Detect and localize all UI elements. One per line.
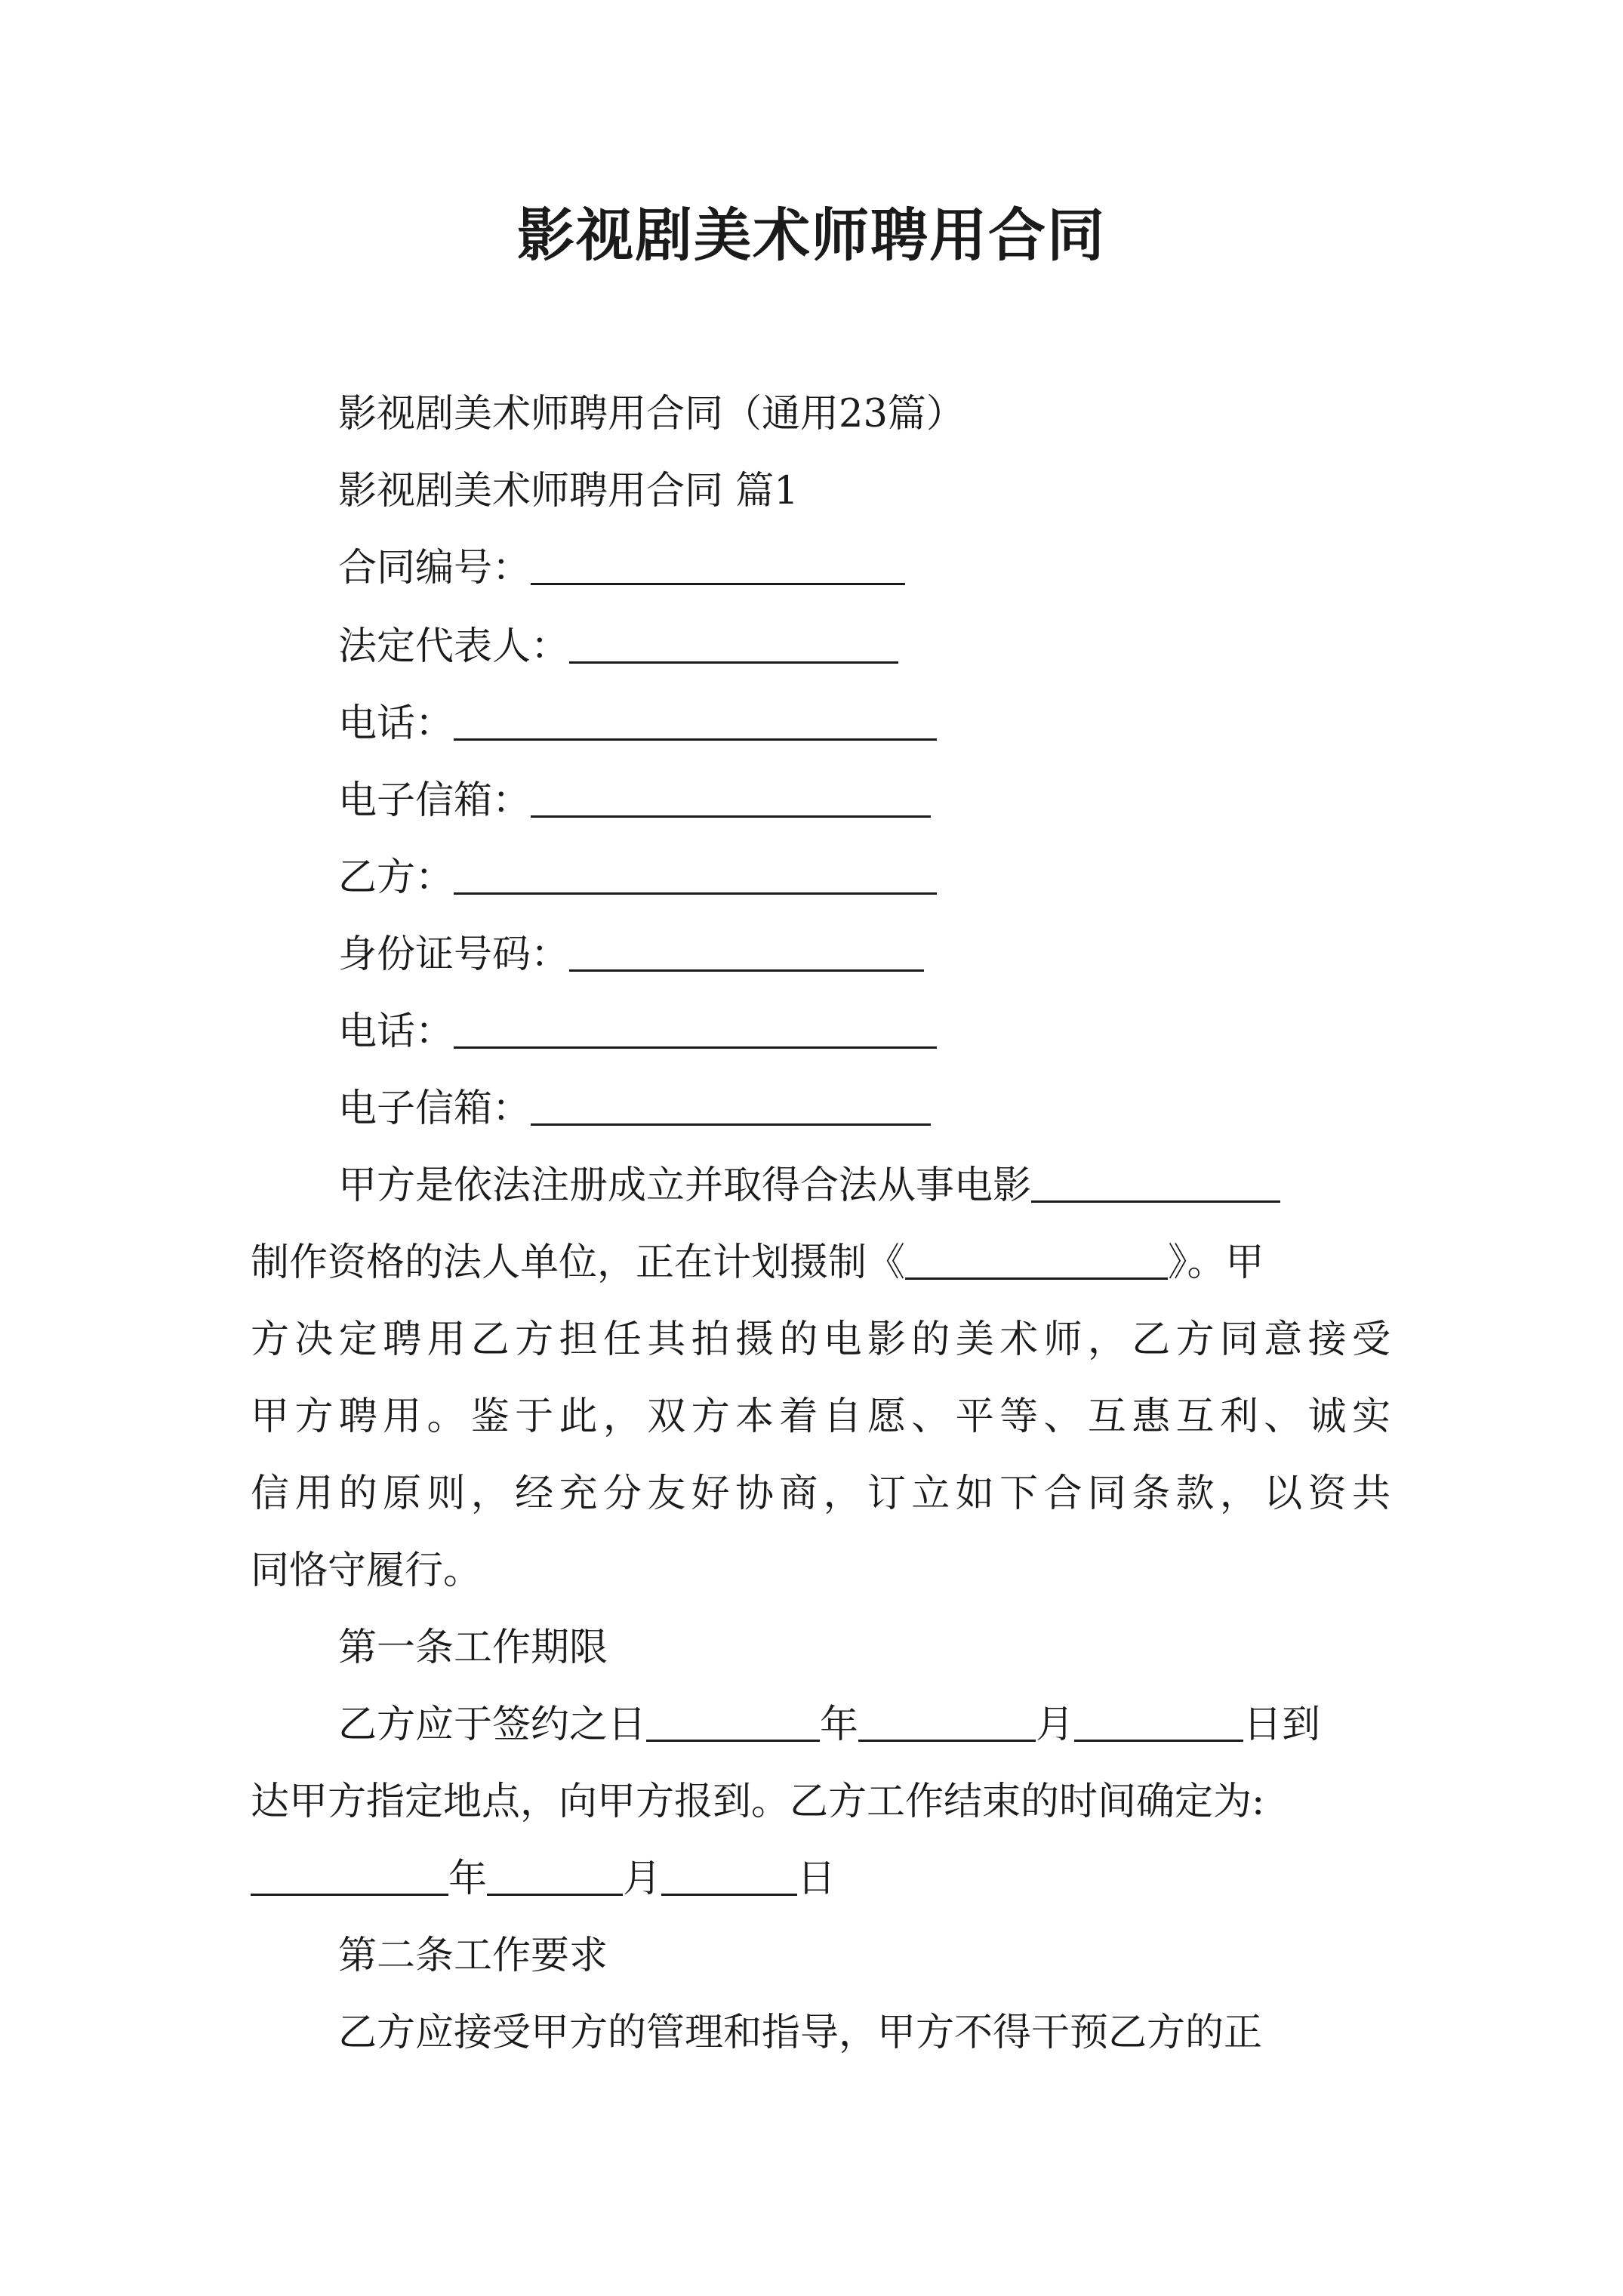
fill-blank[interactable] <box>531 545 905 585</box>
field-party-b <box>338 852 937 905</box>
article-text: 日 <box>797 1857 836 1901</box>
section-heading: 影视剧美术师聘用合同 篇1 <box>338 469 799 513</box>
fill-blank[interactable] <box>454 1009 937 1049</box>
document-title: 影视剧美术师聘用合同 <box>517 202 1106 269</box>
article-1-line-3 <box>251 1853 836 1906</box>
field-label: 合同编号： <box>338 546 531 590</box>
field-email-b <box>338 1083 931 1136</box>
article-text: 日到 <box>1243 1703 1321 1747</box>
field-label: 电子信箱： <box>338 778 531 823</box>
field-phone-b <box>338 1006 937 1059</box>
field-label: 电子信箱： <box>338 1086 531 1131</box>
article-1-line-1 <box>338 1699 1320 1752</box>
fill-blank[interactable] <box>454 855 937 895</box>
field-label: 乙方： <box>338 855 454 900</box>
article-1-line-2: 达甲方指定地点，向甲方报到。乙方工作结束的时间确定为: <box>251 1780 1265 1824</box>
article-text: 年 <box>448 1857 488 1901</box>
preamble-line-3: 方决定聘用乙方担任其拍摄的电影的美术师，乙方同意接受 <box>251 1318 1390 1362</box>
article-text: 乙方应于签约之日 <box>338 1703 647 1747</box>
preamble-text: 》。甲 <box>1168 1240 1264 1285</box>
field-label: 身份证号码： <box>338 932 570 977</box>
article-1-heading: 第一条工作期限 <box>338 1626 608 1670</box>
article-text: 月 <box>1036 1703 1075 1747</box>
preamble-text: 甲方是依法注册成立并取得合法从事电影 <box>338 1163 1032 1208</box>
field-phone-a <box>338 698 937 750</box>
fill-blank[interactable] <box>569 932 924 972</box>
preamble-line-2 <box>251 1237 1264 1290</box>
field-id-no <box>338 929 924 982</box>
fill-blank[interactable] <box>858 1702 1036 1742</box>
fill-blank[interactable] <box>646 1702 820 1742</box>
fill-blank[interactable] <box>569 624 898 664</box>
field-email-a <box>338 775 931 827</box>
field-contract-no <box>338 542 905 595</box>
fill-blank[interactable] <box>531 1086 931 1126</box>
subtitle: 影视剧美术师聘用合同（通用23篇） <box>338 392 965 436</box>
preamble-line-5: 信用的原则，经充分友好协商，订立如下合同条款，以资共 <box>251 1472 1390 1516</box>
fill-blank[interactable] <box>251 1856 448 1896</box>
field-label: 法定代表人： <box>338 624 570 669</box>
fill-blank[interactable] <box>661 1856 797 1896</box>
field-label: 电话： <box>338 1009 454 1054</box>
preamble-text: 制作资格的法人单位，正在计划摄制《 <box>251 1240 906 1285</box>
fill-blank[interactable] <box>1031 1163 1280 1203</box>
article-text: 年 <box>820 1703 859 1747</box>
field-label: 电话： <box>338 701 454 746</box>
article-text: 月 <box>623 1857 662 1901</box>
fill-blank[interactable] <box>454 701 937 741</box>
fill-blank[interactable] <box>531 778 931 818</box>
article-2-heading: 第二条工作要求 <box>338 1934 608 1978</box>
preamble-line-6: 同恪守履行。 <box>251 1549 482 1593</box>
fill-blank[interactable] <box>1074 1702 1243 1742</box>
article-2-line-1: 乙方应接受甲方的管理和指导，甲方不得干预乙方的正 <box>338 2011 1263 2055</box>
fill-blank[interactable] <box>905 1240 1168 1280</box>
field-legal-rep <box>338 621 898 673</box>
fill-blank[interactable] <box>487 1856 623 1896</box>
preamble-line-4: 甲方聘用。鉴于此，双方本着自愿、平等、互惠互利、诚实 <box>251 1395 1390 1439</box>
preamble-line-1 <box>338 1160 1280 1213</box>
